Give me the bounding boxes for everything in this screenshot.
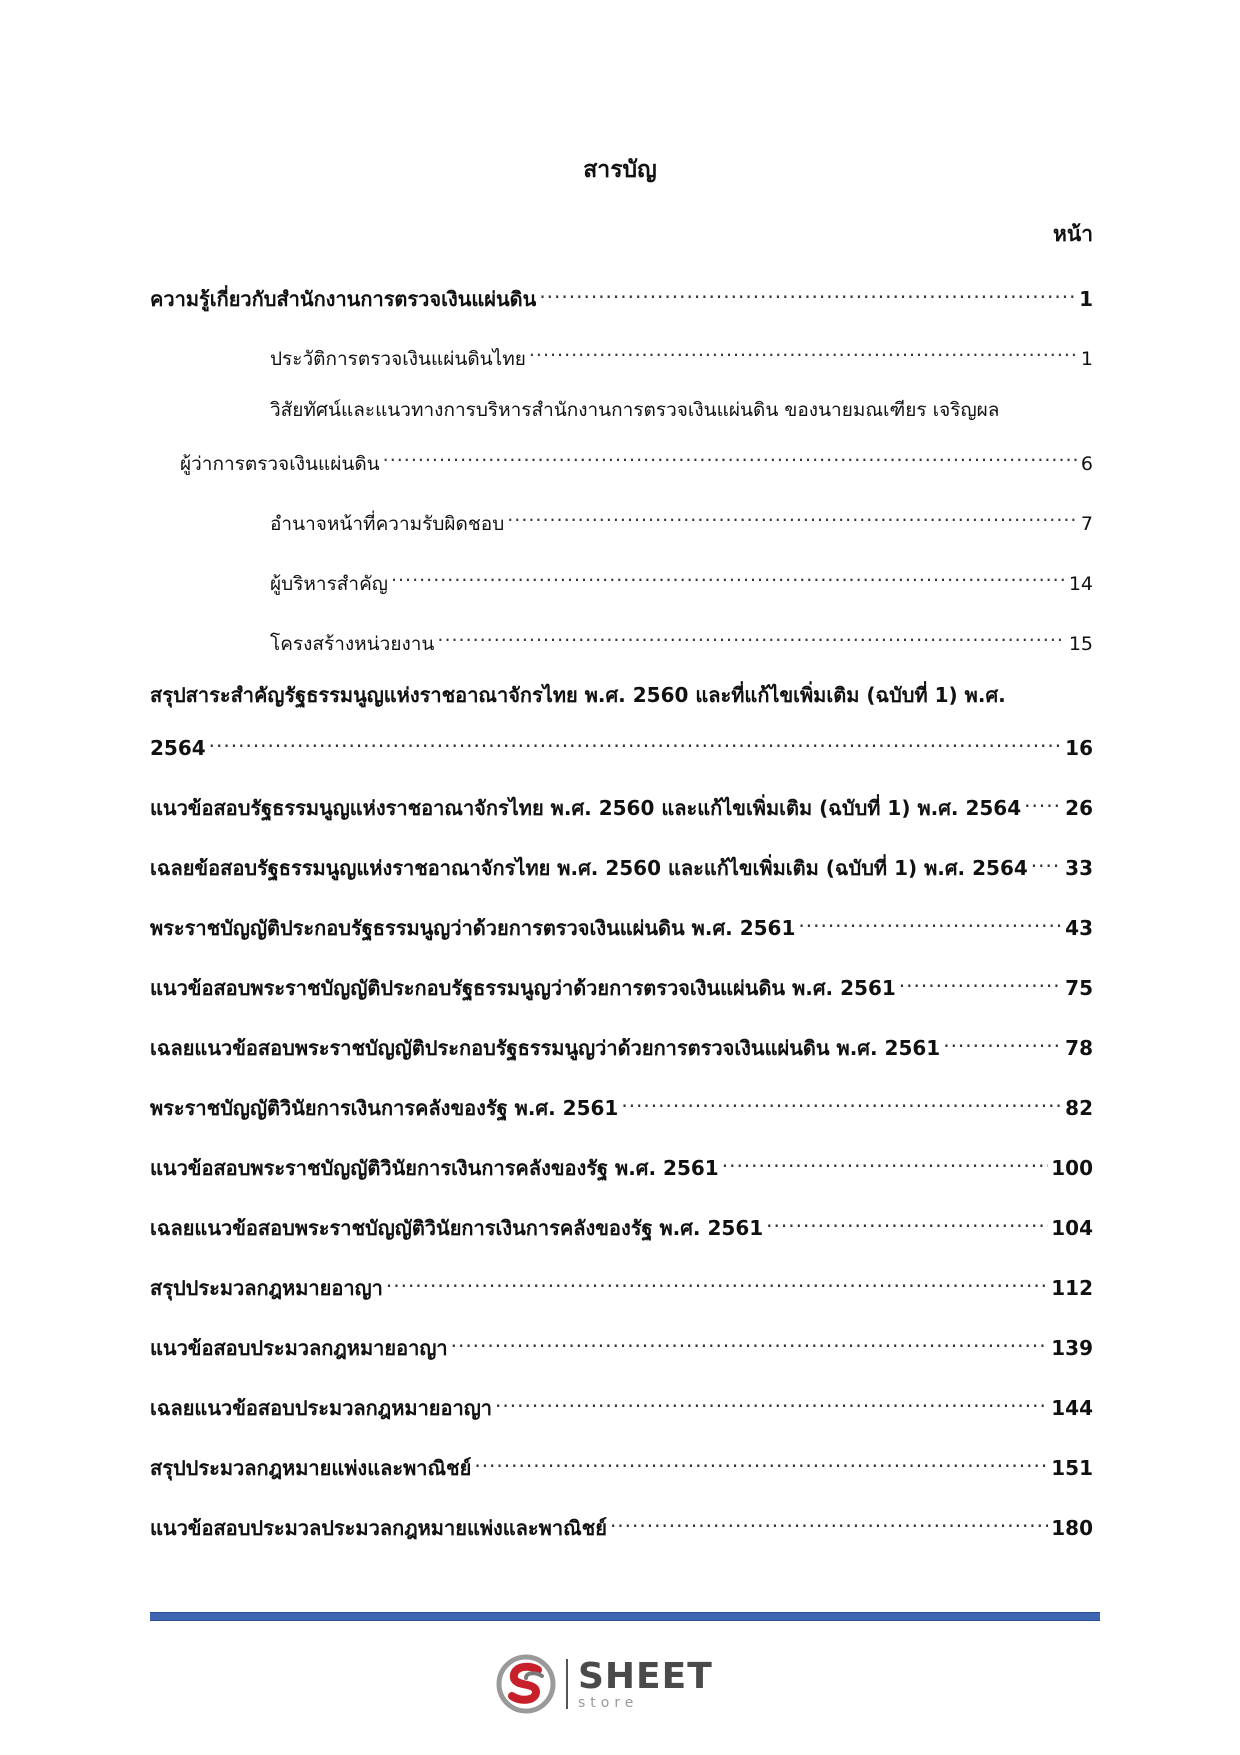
toc-entry-label: ความรู้เกี่ยวกับสำนักงานการตรวจเงินแผ่นดิน — [150, 287, 537, 311]
toc-entry-label: โครงสร้างหน่วยงาน — [270, 633, 435, 655]
toc-entry-label: เฉลยข้อสอบรัฐธรรมนูญแห่งราชอาณาจักรไทย พ.ศ. 2560 และแก้ไขเพิ่มเติม (ฉบับที่ 1) พ.ศ. 2564 — [150, 856, 1028, 880]
toc-entry-page: 1 — [1080, 348, 1093, 370]
footer-rule — [150, 1612, 1100, 1621]
toc-entry-label: เฉลยแนวข้อสอบประมวลกฎหมายอาญา — [150, 1396, 493, 1420]
toc-entry-page: 7 — [1080, 513, 1093, 535]
dot-leader — [386, 1265, 1048, 1295]
dot-leader — [474, 1445, 1048, 1475]
toc-title: สารบัญ — [583, 157, 657, 183]
dot-leader — [495, 1385, 1048, 1415]
toc-entry-page: 180 — [1051, 1516, 1093, 1540]
toc-entry[interactable] — [150, 1085, 1093, 1120]
toc-entry-label: แนวข้อสอบพระราชบัญญัติวินัยการเงินการคลังของรัฐ พ.ศ. 2561 — [150, 1156, 719, 1180]
dot-leader — [798, 905, 1062, 935]
toc-entry-label: แนวข้อสอบรัฐธรรมนูญแห่งราชอาณาจักรไทย พ.ศ. 2560 และแก้ไขเพิ่มเติม (ฉบับที่ 1) พ.ศ. 2564 — [150, 796, 1022, 820]
toc-entry[interactable] — [150, 785, 1093, 820]
logo-brand-sub: store — [578, 1694, 639, 1711]
toc-entry-page: 15 — [1068, 633, 1093, 655]
dot-leader — [899, 965, 1062, 995]
toc-entry-label: พระราชบัญญัติประกอบรัฐธรรมนูญว่าด้วยการตรวจเงินแผ่นดิน พ.ศ. 2561 — [150, 916, 796, 940]
toc-entry-label: สรุปประมวลกฎหมายแพ่งและพาณิชย์ — [150, 1456, 472, 1480]
toc-entry-page: 78 — [1065, 1036, 1093, 1060]
toc-entry-label: แนวข้อสอบประมวลกฎหมายอาญา — [150, 1336, 448, 1360]
dot-leader — [1024, 785, 1062, 815]
dot-leader — [529, 335, 1078, 365]
toc-entry-page: 14 — [1068, 573, 1093, 595]
toc-entry[interactable] — [150, 1205, 1093, 1240]
toc-entry-label: ผู้บริหารสำคัญ — [270, 573, 388, 595]
toc-entry[interactable] — [150, 1445, 1093, 1480]
toc-entry-label: สรุปประมวลกฎหมายอาญา — [150, 1276, 383, 1300]
toc-subentry[interactable] — [270, 500, 1093, 535]
toc-entry-page: 144 — [1051, 1396, 1093, 1420]
dot-leader — [943, 1025, 1062, 1055]
toc-entry-label: แนวข้อสอบประมวลประมวลกฎหมายแพ่งและพาณิชย์ — [150, 1516, 607, 1540]
toc-entry[interactable] — [150, 1145, 1093, 1180]
toc-entry[interactable] — [150, 276, 1093, 311]
logo-text — [578, 1655, 713, 1711]
dot-leader — [766, 1205, 1048, 1235]
toc-entry-label: แนวข้อสอบพระราชบัญญัติประกอบรัฐธรรมนูญว่าด้วยการตรวจเงินแผ่นดิน พ.ศ. 2561 — [150, 976, 896, 1000]
toc-subentry[interactable] — [270, 620, 1093, 655]
toc-entry-page: 112 — [1051, 1276, 1093, 1300]
toc-entry-page: 100 — [1051, 1156, 1093, 1180]
toc-entry[interactable] — [150, 1385, 1093, 1420]
toc-entry-label: เฉลยแนวข้อสอบพระราชบัญญัติวินัยการเงินการคลังของรัฐ พ.ศ. 2561 — [150, 1216, 764, 1240]
toc-entry[interactable] — [150, 905, 1093, 940]
toc-entry[interactable] — [150, 1265, 1093, 1300]
toc-entry[interactable] — [150, 1505, 1093, 1540]
toc-entry-page: 75 — [1065, 976, 1093, 1000]
toc-entry[interactable] — [150, 965, 1093, 1000]
dot-leader — [610, 1505, 1048, 1535]
dot-leader — [451, 1325, 1049, 1355]
toc-entry-page: 1 — [1079, 287, 1093, 311]
toc-entry-page: 82 — [1065, 1096, 1093, 1120]
toc-entry-label: พระราชบัญญัติวินัยการเงินการคลังของรัฐ พ.ศ. 2561 — [150, 1096, 619, 1120]
toc-subentry[interactable] — [270, 335, 1093, 370]
toc-entry-label: 2564 — [150, 736, 206, 760]
toc-subentry[interactable] — [270, 560, 1093, 595]
toc-entry[interactable] — [150, 1325, 1093, 1360]
dot-leader — [722, 1145, 1049, 1175]
toc-entry-page: 139 — [1051, 1336, 1093, 1360]
dot-leader — [507, 500, 1078, 530]
toc-entry-page: 26 — [1065, 796, 1093, 820]
dot-leader — [437, 620, 1065, 650]
sheet-store-s-logo-icon — [496, 1654, 556, 1714]
toc-entry-page: 16 — [1065, 736, 1093, 760]
page-column-label: หน้า — [1053, 222, 1093, 246]
dot-leader — [1031, 845, 1062, 875]
toc-entry-page: 6 — [1080, 453, 1093, 475]
toc-entry[interactable] — [150, 1025, 1093, 1060]
toc-entry-label: ผู้ว่าการตรวจเงินแผ่นดิน — [180, 453, 380, 475]
toc-entry-page: 43 — [1065, 916, 1093, 940]
toc-subentry[interactable] — [180, 440, 1093, 475]
dot-leader — [383, 440, 1078, 470]
dot-leader — [539, 276, 1076, 306]
toc-entry-page: 151 — [1051, 1456, 1093, 1480]
dot-leader — [391, 560, 1066, 590]
logo-brand: SHEET — [578, 1655, 713, 1697]
sheet-store-logo — [496, 1652, 713, 1716]
toc-entry[interactable] — [150, 845, 1093, 880]
toc-subentry-line1: วิสัยทัศน์และแนวทางการบริหารสำนักงานการตรวจเงินแผ่นดิน ของนายมณเฑียร เจริญผล — [270, 399, 1000, 421]
toc-entry[interactable] — [150, 725, 1093, 760]
toc-entry-label: อำนาจหน้าที่ความรับผิดชอบ — [270, 513, 505, 535]
dot-leader — [209, 725, 1062, 755]
toc-entry-line1: สรุปสาระสำคัญรัฐธรรมนูญแห่งราชอาณาจักรไทย พ.ศ. 2560 และที่แก้ไขเพิ่มเติม (ฉบับที่ 1) พ.ศ. — [150, 683, 1006, 707]
toc-entry-label: เฉลยแนวข้อสอบพระราชบัญญัติประกอบรัฐธรรมนูญว่าด้วยการตรวจเงินแผ่นดิน พ.ศ. 2561 — [150, 1036, 941, 1060]
dot-leader — [621, 1085, 1062, 1115]
toc-entry-label: ประวัติการตรวจเงินแผ่นดินไทย — [270, 348, 526, 370]
logo-divider — [566, 1659, 568, 1709]
toc-entry-page: 33 — [1065, 856, 1093, 880]
toc-entry-page: 104 — [1051, 1216, 1093, 1240]
